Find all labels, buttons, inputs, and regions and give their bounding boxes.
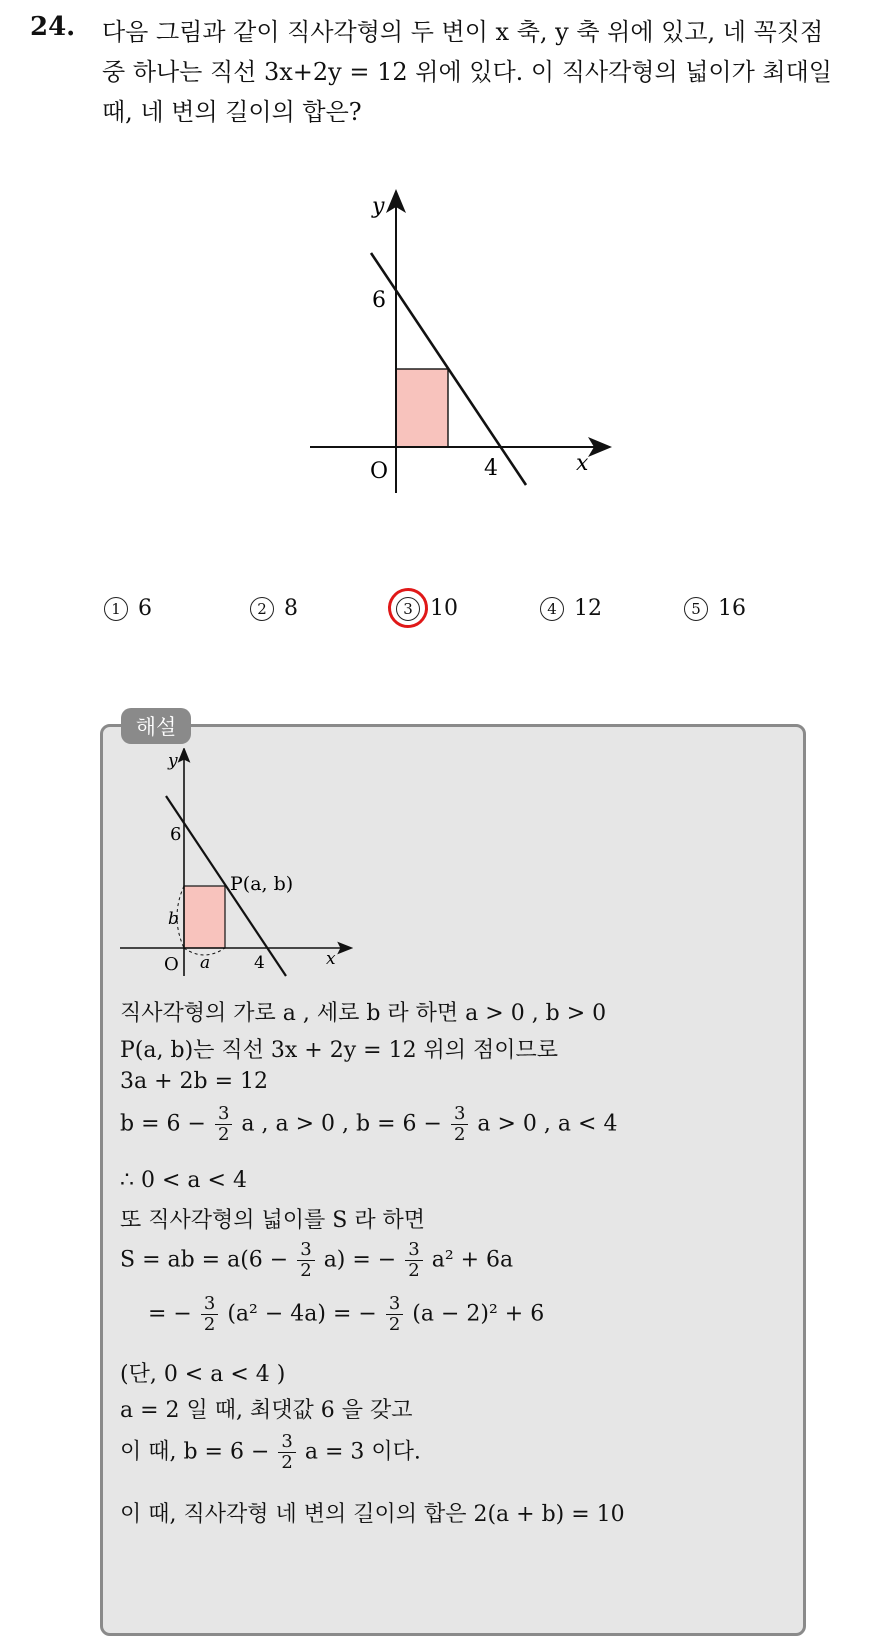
question-line-2: 중 하나는 직선 3x+2y = 12 위에 있다. 이 직사각형의 넓이가 최대일 (102, 58, 832, 86)
l7-part-a: S = ab = a(6 − (120, 1247, 289, 1273)
solution-line-6: 또 직사각형의 넓이를 S 라 하면 (120, 1208, 426, 1233)
fraction-denominator: 2 (453, 1124, 466, 1145)
solution-line-12: 이 때, 직사각형 네 변의 길이의 합은 2(a + b) = 10 (120, 1502, 625, 1527)
solution-line-2: P(a, b)는 직선 3x + 2y = 12 위의 점이므로 (120, 1038, 559, 1063)
question-text (102, 12, 862, 132)
fraction-3-2 (386, 1294, 403, 1335)
question-graph (310, 185, 620, 505)
solution-x-intercept: 4 (254, 953, 265, 973)
fraction-numerator: 3 (297, 1240, 314, 1261)
solution-line-11 (120, 1432, 800, 1473)
rectangle (396, 369, 448, 447)
origin-label: O (370, 459, 389, 484)
fraction-denominator: 2 (281, 1452, 293, 1473)
choice-3[interactable] (396, 596, 458, 621)
fraction-denominator: 2 (217, 1124, 230, 1145)
fraction-numerator: 3 (215, 1104, 232, 1125)
solution-x-label: x (326, 949, 336, 969)
l7-part-b: a) = − (323, 1247, 397, 1273)
fraction-numerator: 3 (405, 1240, 422, 1261)
fraction-numerator: 3 (278, 1432, 295, 1453)
l11-part-a: 이 때, b = 6 − (120, 1439, 270, 1465)
fraction-3-2 (201, 1294, 218, 1335)
choice-2[interactable] (250, 596, 298, 621)
choice-4-circle: 4 (540, 597, 564, 621)
y-axis-label: y (372, 194, 385, 219)
l11-part-b: a = 3 이다. (304, 1439, 421, 1465)
y-intercept-label: 6 (372, 288, 386, 313)
l4-part-b: a , a > 0 , b = 6 − (241, 1111, 442, 1137)
solution-y-label: y (168, 751, 178, 771)
fraction-denominator: 2 (388, 1314, 401, 1335)
solution-line-3: 3a + 2b = 12 (120, 1069, 269, 1094)
choice-3-value: 10 (430, 596, 458, 621)
fraction-3-2 (405, 1240, 422, 1281)
question-number: 24. (30, 12, 76, 42)
solution-line-8 (120, 1294, 828, 1335)
l4-part-a: b = 6 − (120, 1111, 206, 1137)
solution-tag: 해설 (121, 708, 191, 744)
fraction-3-2 (451, 1104, 468, 1145)
x-intercept-label: 4 (484, 456, 498, 481)
point-p-label: P(a, b) (230, 873, 294, 895)
side-a-label: a (200, 953, 211, 973)
l4-part-c: a > 0 , a < 4 (477, 1111, 618, 1137)
solution-line-5: ∴ 0 < a < 4 (120, 1168, 247, 1193)
l8-part-c: (a − 2)² + 6 (412, 1301, 545, 1327)
l7-part-c: a² + 6a (431, 1247, 514, 1273)
choice-3-circle: 3 (396, 597, 420, 621)
choice-2-value: 8 (284, 596, 298, 621)
l8-part-a: = − (148, 1301, 192, 1327)
solution-line-4 (120, 1104, 800, 1145)
choice-4[interactable] (540, 596, 602, 621)
question-line-1: 다음 그림과 같이 직사각형의 두 변이 x 축, y 축 위에 있고, 네 꼭짓점 (102, 18, 824, 46)
fraction-numerator: 3 (451, 1104, 468, 1125)
fraction-3-2 (215, 1104, 232, 1145)
fraction-denominator: 2 (203, 1314, 216, 1335)
solution-line-10: a = 2 일 때, 최댓값 6 을 갖고 (120, 1398, 413, 1423)
side-b-label: b (168, 909, 179, 929)
question-line-3: 때, 네 변의 길이의 합은? (102, 98, 362, 126)
solution-line-1: 직사각형의 가로 a , 세로 b 라 하면 a > 0 , b > 0 (120, 1001, 607, 1026)
choice-1[interactable] (104, 596, 152, 621)
solution-line-9: (단, 0 < a < 4 ) (120, 1362, 286, 1387)
selected-answer-mark (385, 585, 430, 630)
fraction-denominator: 2 (300, 1260, 312, 1281)
fraction-3-2 (278, 1432, 295, 1473)
choice-4-value: 12 (574, 596, 602, 621)
l8-part-b: (a² − 4a) = − (227, 1301, 377, 1327)
x-axis-label: x (576, 451, 589, 476)
choice-1-circle: 1 (104, 597, 128, 621)
choice-5[interactable] (684, 596, 746, 621)
choice-1-value: 6 (138, 596, 152, 621)
fraction-numerator: 3 (386, 1294, 403, 1315)
solution-y-intercept: 6 (170, 824, 182, 845)
fraction-numerator: 3 (201, 1294, 218, 1315)
line-3x-2y-12 (371, 253, 526, 485)
solution-origin-label: O (164, 954, 179, 975)
solution-graph (118, 748, 358, 978)
fraction-denominator: 2 (408, 1260, 420, 1281)
fraction-3-2 (297, 1240, 314, 1281)
solution-line-7 (120, 1240, 800, 1281)
choice-2-circle: 2 (250, 597, 274, 621)
choice-5-value: 16 (718, 596, 746, 621)
solution-rectangle (184, 886, 225, 948)
answer-choices (0, 596, 884, 636)
choice-5-circle: 5 (684, 597, 708, 621)
